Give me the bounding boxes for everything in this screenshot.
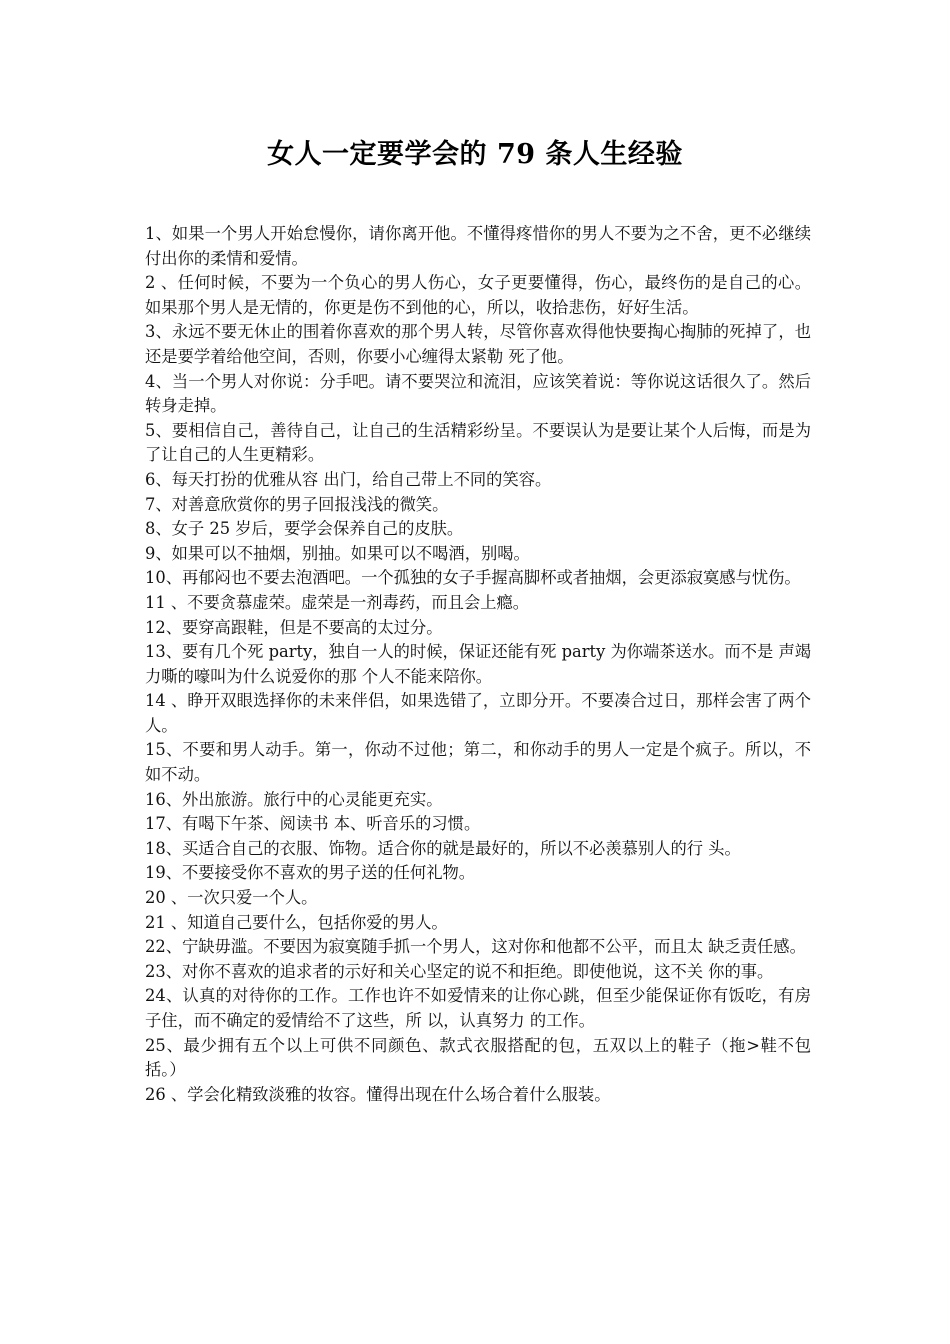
paragraph: 2 、任何时候，不要为一个负心的男人伤心，女子更要懂得，伤心，最终伤的是自己的心。如果那个男人是无情的，你更是伤不到他的心，所以，收拾悲伤，好好生活。 (145, 273, 811, 317)
paragraph: 13、要有几个死 party，独自一人的时候，保证还能有死 party 为你端茶送水。而不是 声竭力嘶的嚎叫为什么说爱你的那 个人不能来陪你。 (145, 642, 812, 686)
paragraph: 15、不要和男人动手。第一，你动不过他；第二，和你动手的男人一定是个疯子。所以，不如不动。 (145, 740, 811, 785)
paragraph: 16、外出旅游。旅行中的心灵能更充实。 (145, 789, 443, 809)
paragraph: 26 、学会化精致淡雅的妆容。懂得出现在什么场合着什么服装。 (145, 1084, 611, 1104)
paragraph: 20 、一次只爱一个人。 (145, 888, 318, 908)
paragraph: 21 、知道自己要什么，包括你爱的男人。 (145, 912, 448, 932)
paragraph: 18、买适合自己的衣服、饰物。适合你的就是最好的，所以不必羡慕别人的行 头。 (145, 838, 741, 858)
paragraph: 17、有喝下午茶、阅读书 本、听音乐的习惯。 (145, 814, 481, 834)
paragraph: 8、女子 25 岁后，要学会保养自己的皮肤。 (145, 519, 464, 539)
paragraph: 25、最少拥有五个以上可供不同颜色、款式衣服搭配的包，五双以上的鞋子（拖>鞋不包 括。） (145, 1035, 811, 1080)
document-body (145, 222, 811, 1107)
paragraph: 9、如果可以不抽烟，别抽。如果可以不喝酒，别喝。 (145, 543, 530, 563)
paragraph: 7、对善意欣赏你的男子回报浅浅的微笑。 (145, 494, 449, 514)
paragraph: 23、对你不喜欢的追求者的示好和关心坚定的说不和拒绝。即使他说，这不关 你的事。 (145, 961, 774, 981)
paragraph: 1、如果一个男人开始怠慢你，请你离开他。不懂得疼惜你的男人不要为之不舍，更不必继续付出你的柔情和爱情。 (145, 224, 811, 268)
paragraph: 5、要相信自己，善待自己，让自己的生活精彩纷呈。不要误认为是要让某个人后悔，而是为了让自己的人生更精彩。 (145, 420, 811, 465)
paragraph: 14 、睁开双眼选择你的未来伴侣，如果选错了，立即分开。不要凑合过日，那样会害了两个人。 (145, 691, 811, 735)
paragraph: 12、要穿高跟鞋，但是不要高的太过分。 (145, 617, 443, 637)
paragraph: 10、再郁闷也不要去泡酒吧。一个孤独的女子手握高脚杯或者抽烟，会更添寂寞感与忧伤。 (145, 568, 801, 588)
paragraph: 19、不要接受你不喜欢的男子送的任何礼物。 (145, 863, 476, 883)
document-title: 女人一定要学会的 79 条人生经验 (267, 139, 683, 170)
paragraph: 11 、不要贪慕虚荣。虚荣是一剂毒药，而且会上瘾。 (145, 592, 530, 612)
paragraph: 24、认真的对待你的工作。工作也许不如爱情来的让你心跳，但至少能保证你有饭吃，有房子住，而不确定的爱情给不了这些，所 以，认真努力 的工作。 (145, 986, 811, 1030)
paragraph: 6、每天打扮的优雅从容 出门，给自己带上不同的笑容。 (145, 469, 552, 489)
paragraph: 3、永远不要无休止的围着你喜欢的那个男人转，尽管你喜欢得他快要掏心掏肺的死掉了，也还是要学着给他空间，否则，你要小心缠得太紧勒 死了他。 (145, 322, 811, 366)
paragraph: 4、当一个男人对你说：分手吧。请不要哭泣和流泪，应该笑着说：等你说这话很久了。然后转身走掉。 (145, 371, 811, 416)
paragraph: 22、宁缺毋滥。不要因为寂寞随手抓一个男人，这对你和他都不公平，而且太 缺乏责任感。 (145, 937, 806, 957)
